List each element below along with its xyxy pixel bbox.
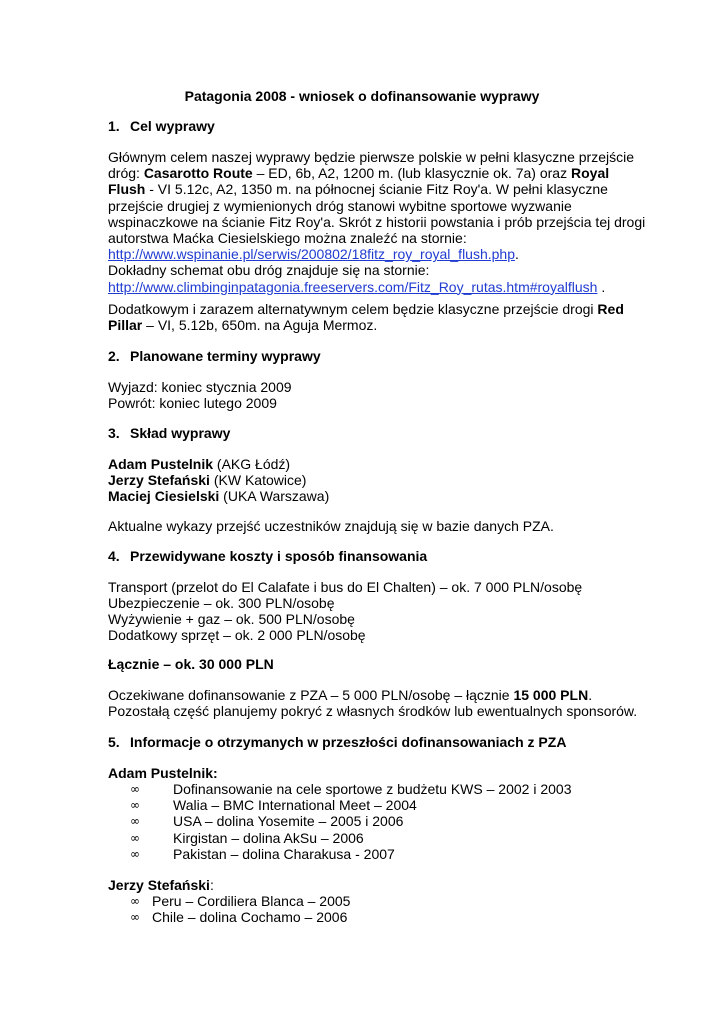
return-line: Powrót: koniec lutego 2009 <box>108 395 277 411</box>
list-item-text: Chile – dolina Cochamo – 2006 <box>152 909 348 926</box>
text: - VI 5.12c, A2, 1350 m. na północnej ścianie Fitz Roy'a. W pełni klasyczne przejście drugiej z wymienionych dróg stanowi wybitne sportowe wyzwanie wspinaczkowe na ścianie Fitz Roy'a. Skrót z historii powstania i prób przejścia tej drogi autorstwa Maćka Ciesielskiego można znaleźć na stornie: <box>108 181 646 247</box>
list-item-text: Pakistan – dolina Charakusa - 2007 <box>173 845 395 862</box>
funding-list <box>108 893 648 925</box>
list-item-text: Peru – Cordiliera Blanca – 2005 <box>152 893 351 909</box>
member-row <box>108 488 648 504</box>
section-number: 3. <box>108 425 120 441</box>
member-club: (AKG Łódź) <box>213 456 291 472</box>
infinity-bullet-icon: ∞ <box>130 814 140 829</box>
section-2-heading <box>108 348 648 364</box>
cost-line: Ubezpieczenie – ok. 300 PLN/osobę <box>108 595 335 611</box>
infinity-bullet-icon: ∞ <box>130 910 140 925</box>
list-item-text: Walia – BMC International Meet – 2004 <box>173 797 417 814</box>
cost-line: Transport (przelot do El Calafate i bus do El Chalten) – ok. 7 000 PLN/osobę <box>108 579 583 595</box>
text: – VI, 5.12b, 650m. na Aguja Mermoz. <box>142 317 378 334</box>
funding-list <box>108 781 648 862</box>
infinity-bullet-icon: ∞ <box>130 798 140 813</box>
route-name: Casarotto Route <box>143 165 253 182</box>
document-title: Patagonia 2008 - wniosek o dofinansowanie wyprawy <box>184 88 540 104</box>
link-climbinginpatagonia[interactable]: http://www.climbinginpatagonia.freeservers.com/Fitz_Roy_rutas.htm#royalflush <box>108 278 598 295</box>
member-row <box>108 456 648 472</box>
section-1-heading <box>108 118 648 134</box>
text: . <box>515 246 519 263</box>
funding-paragraph <box>108 687 648 719</box>
list-item-text: Dofinansowanie na cele sportowe z budżetu KWS – 2002 i 2003 <box>173 781 572 797</box>
cost-line: Wyżywienie + gaz – ok. 500 PLN/osobę <box>108 611 355 627</box>
funding-amount: 15 000 PLN <box>513 687 589 703</box>
section-title: Informacje o otrzymanych w przeszłości dofinansowaniach z PZA <box>130 734 567 750</box>
person-name: Jerzy Stefański <box>108 877 210 893</box>
member-name: Maciej Ciesielski <box>108 488 220 504</box>
cost-line: Dodatkowy sprzęt – ok. 2 000 PLN/osobę <box>108 627 366 643</box>
section-title: Cel wyprawy <box>130 118 215 134</box>
route-name: Royal Flush <box>108 165 610 198</box>
list-item <box>108 781 648 797</box>
list-item <box>108 797 648 813</box>
member-name: Adam Pustelnik <box>108 456 214 472</box>
members-note: Aktualne wykazy przejść uczestników znajdują się w bazie danych PZA. <box>108 518 554 534</box>
text: . <box>597 278 606 295</box>
member-name: Jerzy Stefański <box>108 472 210 488</box>
list-item-text: USA – dolina Yosemite – 2005 i 2006 <box>173 813 404 830</box>
section-1-paragraph <box>108 149 648 295</box>
section-1-paragraph-2 <box>108 301 648 333</box>
section-number: 1. <box>108 118 120 134</box>
list-item <box>108 830 648 846</box>
section-5-heading <box>108 734 648 750</box>
link-wspinanie[interactable]: http://www.wspinanie.pl/serwis/200802/18fitz_roy_royal_flush.php <box>108 246 516 263</box>
infinity-bullet-icon: ∞ <box>130 782 140 796</box>
text: Dokładny schemat obu dróg znajduje się na stornie: <box>108 262 430 279</box>
person-name-row <box>108 877 648 893</box>
member-club: (UKA Warszawa) <box>219 488 330 504</box>
section-title: Przewidywane koszty i sposób finansowania <box>130 548 428 564</box>
text: – ED, 6b, A2, 1200 m. (lub klasycznie ok. 7a) oraz <box>252 165 571 182</box>
member-club: (KW Katowice) <box>209 472 307 488</box>
section-title: Skład wyprawy <box>130 425 231 441</box>
text: : <box>209 877 214 893</box>
person-name: Adam Pustelnik: <box>108 765 218 781</box>
section-3-heading <box>108 425 648 441</box>
list-item <box>108 813 648 829</box>
list-item <box>108 846 648 862</box>
infinity-bullet-icon: ∞ <box>130 894 140 908</box>
section-number: 2. <box>108 348 120 364</box>
list-item-text: Kirgistan – dolina AkSu – 2006 <box>173 829 364 846</box>
route-name: Red Pillar <box>108 301 624 334</box>
departure-line: Wyjazd: koniec stycznia 2009 <box>108 379 292 395</box>
text: Oczekiwane dofinansowanie z PZA – 5 000 PLN/osobę – łącznie <box>108 687 514 703</box>
member-row <box>108 472 648 488</box>
section-4-heading <box>108 548 648 564</box>
infinity-bullet-icon: ∞ <box>130 830 140 845</box>
text: . Pozostałą część planujemy pokryć z własnych środków lub ewentualnych sponsorów. <box>108 687 638 720</box>
section-title: Planowane terminy wyprawy <box>130 348 321 364</box>
text: Dodatkowym i zarazem alternatywnym celem będzie klasyczne przejście drogi <box>108 301 598 317</box>
section-number: 4. <box>108 548 120 564</box>
text: Głównym celem naszej wyprawy będzie pierwsze polskie w pełni klasyczne przejście dróg: <box>108 149 634 182</box>
section-number: 5. <box>108 734 120 750</box>
list-item <box>108 893 648 909</box>
infinity-bullet-icon: ∞ <box>130 846 140 861</box>
list-item <box>108 909 648 925</box>
total-cost: Łącznie – ok. 30 000 PLN <box>108 656 274 672</box>
